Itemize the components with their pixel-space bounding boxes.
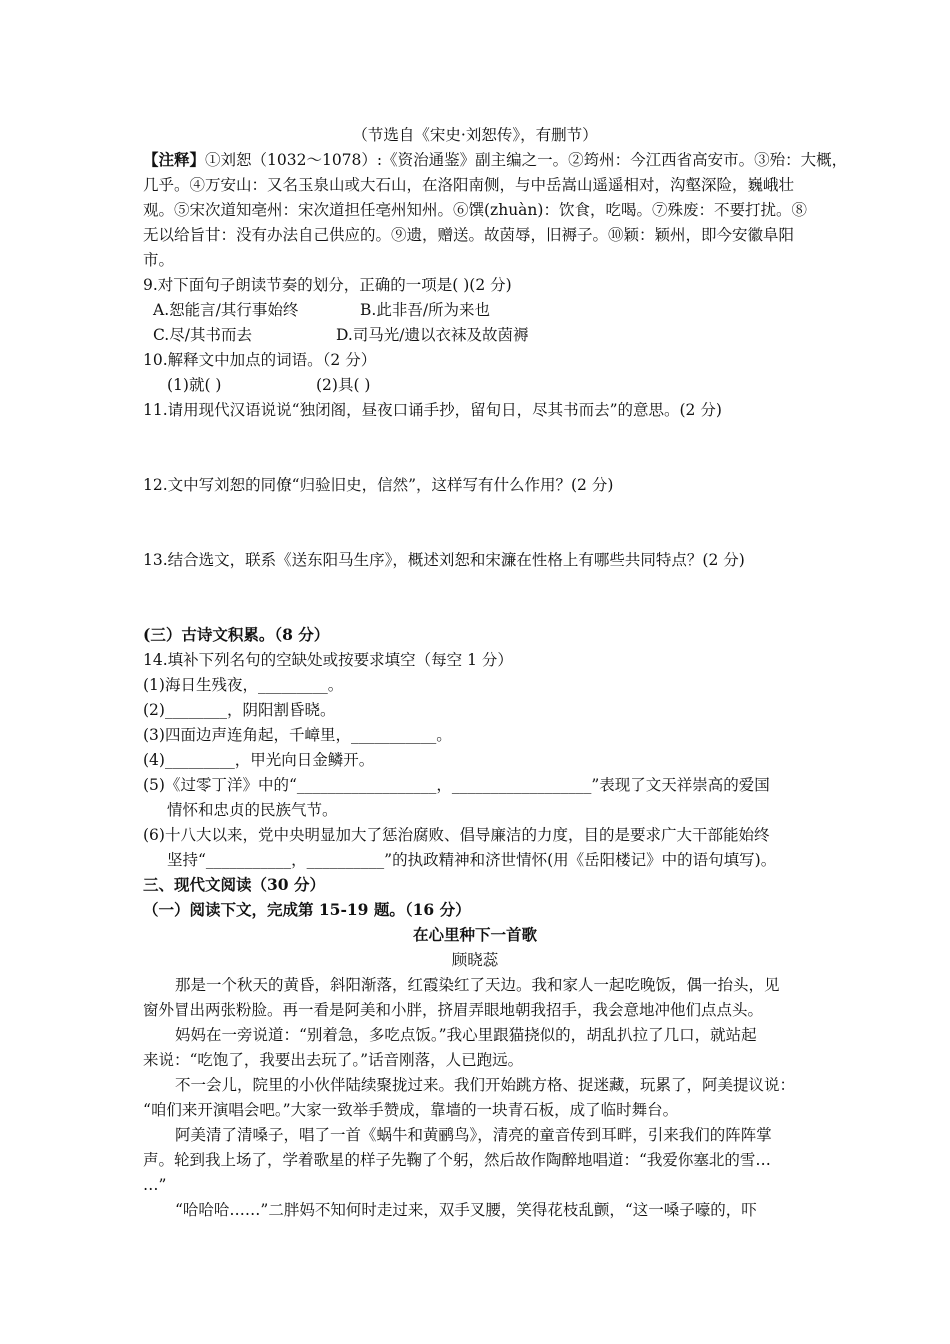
article-line-1: 那是一个秋天的黄昏，斜阳渐落，红霞染红了天边。我和家人一起吃晚饭，偶一抬头，见 — [175, 976, 780, 994]
question-14-line-1: (1)海日生残夜，_________。 — [143, 676, 344, 694]
notes-line-1 — [143, 148, 847, 172]
notes-line-5: 市。 — [143, 251, 175, 269]
article-title: 在心里种下一首歌 — [412, 925, 537, 944]
question-10-stem: 10.解释文中加点的词语。（2 分） — [143, 351, 377, 369]
notes-line-2: 几乎。④万安山：又名玉泉山或大石山，在洛阳南侧，与中岳嵩山遥遥相对，沟壑深险，巍峨壮 — [143, 176, 795, 194]
question-14-line-6a: (6)十八大以来，党中央明显加大了惩治腐败、倡导廉洁的力度，目的是要求广大干部能始终 — [143, 826, 770, 844]
notes-text-1: ①刘恕（1032～1078）:《资治通鉴》副主编之一。②筠州：今江西省高安市。③殆：大概， — [205, 151, 848, 169]
question-13: 13.结合选文，联系《送东阳马生序》，概述刘恕和宋濂在性格上有哪些共同特点？(2 分) — [143, 551, 745, 569]
question-12: 12.文中写刘恕的同僚“归验旧史，信然”，这样写有什么作用？(2 分) — [143, 476, 614, 494]
article-line-10: “哈哈哈……”二胖妈不知何时走过来，双手叉腰，笑得花枝乱颤，“这一嗓子嚎的，吓 — [175, 1201, 757, 1219]
article-line-6: “咱们来开演唱会吧。”大家一致举手赞成，靠墙的一块青石板，成了临时舞台。 — [143, 1101, 679, 1119]
article-line-5: 不一会儿，院里的小伙伴陆续聚拢过来。我们开始跳方格、捉迷藏，玩累了，阿美提议说： — [175, 1076, 796, 1094]
article-line-8: 声。轮到我上场了，学着歌星的样子先鞠了个躬，然后故作陶醉地唱道：“我爱你塞北的雪… — [143, 1151, 771, 1169]
article-line-2: 窗外冒出两张粉脸。再一看是阿美和小胖，挤眉弄眼地朝我招手，我会意地冲他们点点头。 — [143, 1001, 764, 1019]
question-11: 11.请用现代汉语说说“独闭阁，昼夜口诵手抄，留旬日，尽其书而去”的意思。(2 分) — [143, 401, 722, 419]
article-line-9: …” — [143, 1176, 167, 1194]
section-3-heading: (三）古诗文积累。（8 分） — [143, 625, 330, 644]
question-14-line-4: (4)_________，甲光向日金鳞开。 — [143, 751, 375, 769]
question-14-line-5b: 情怀和忠贞的民族气节。 — [167, 801, 338, 819]
question-14-line-2: (2)________，阴阳割昏晓。 — [143, 701, 336, 719]
question-10-part-1: (1)就( ) — [167, 376, 222, 394]
question-9-option-b: B.此非吾/所为来也 — [360, 301, 491, 319]
notes-line-3: 观。⑤宋次道知亳州：宋次道担任亳州知州。⑥馔(zhuàn)：饮食，吃喝。⑦殊废：不要打扰。⑧ — [143, 201, 807, 219]
source-citation: （节选自《宋史·刘恕传》，有删节） — [352, 126, 598, 144]
question-14-line-5a: (5)《过零丁洋》中的“__________________，__________________”表现了文天祥崇高的爱国 — [143, 776, 770, 794]
question-9-option-d: D.司马光/遗以衣袜及故茵褥 — [336, 326, 529, 344]
question-9-option-a: A.恕能言/其行事始终 — [153, 301, 299, 319]
part-3-heading: 三、现代文阅读（30 分） — [143, 875, 325, 894]
question-9-option-c: C.尽/其书而去 — [153, 326, 252, 344]
question-14-stem: 14.填补下列名句的空缺处或按要求填空（每空 1 分） — [143, 651, 513, 669]
question-9-stem: 9.对下面句子朗读节奏的划分，正确的一项是( )(2 分) — [143, 276, 512, 294]
notes-label: 【注释】 — [143, 150, 206, 169]
subsection-1-heading: （一）阅读下文，完成第 15-19 题。（16 分） — [143, 900, 471, 919]
question-14-line-6b: 坚持“___________，__________”的执政精神和济世情怀(用《岳阳楼记》中的语句填写)。 — [167, 851, 777, 869]
article-line-7: 阿美清了清嗓子，唱了一首《蜗牛和黄鹂鸟》，清亮的童音传到耳畔，引来我们的阵阵掌 — [175, 1126, 772, 1144]
notes-line-4: 无以给旨甘：没有办法自己供应的。⑨遗，赠送。故茵辱，旧褥子。⑩颖：颖州，即今安徽阜阳 — [143, 226, 795, 244]
question-10-part-2: (2)具( ) — [316, 376, 371, 394]
article-author: 顾晓蕊 — [451, 951, 499, 969]
article-line-3: 妈妈在一旁说道：“别着急，多吃点饭。”我心里跟猫挠似的，胡乱扒拉了几口，就站起 — [175, 1026, 757, 1044]
question-14-line-3: (3)四面边声连角起，千嶂里，___________。 — [143, 726, 452, 744]
article-line-4: 来说：“吃饱了，我要出去玩了。”话音刚落，人已跑远。 — [143, 1051, 524, 1069]
